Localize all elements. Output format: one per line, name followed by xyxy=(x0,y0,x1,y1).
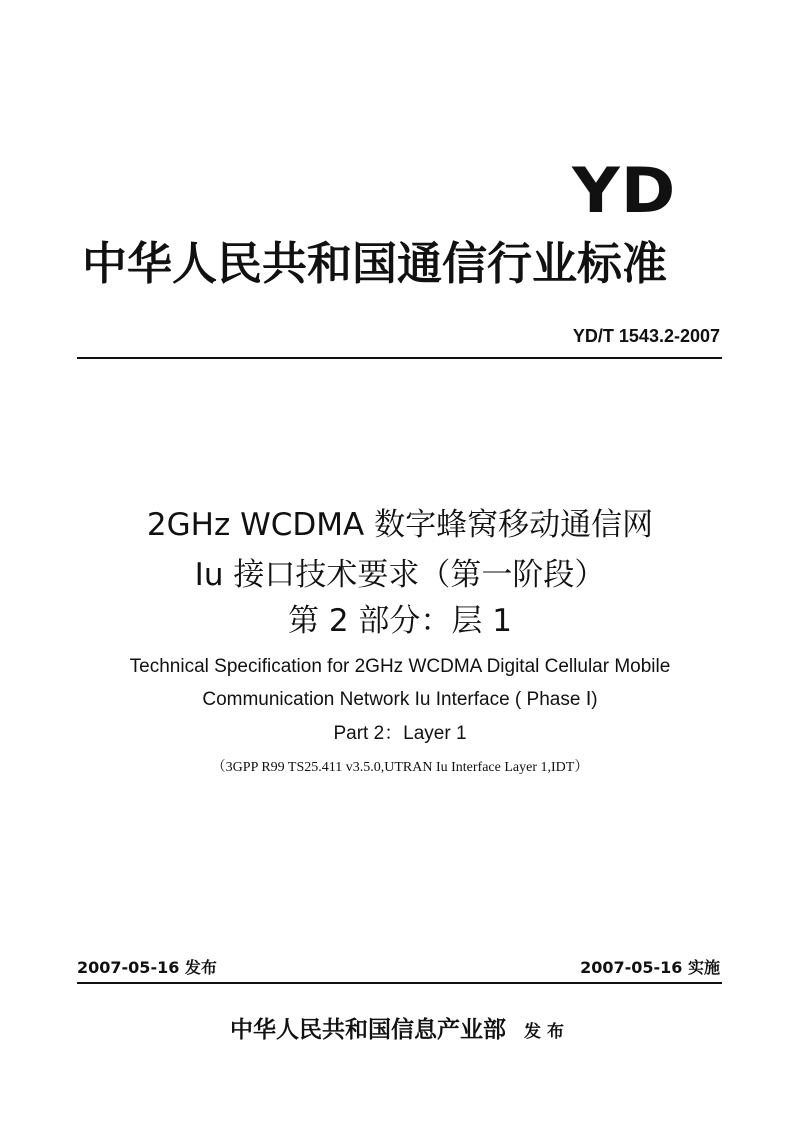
issuer-line xyxy=(0,1015,800,1047)
bottom-divider xyxy=(77,982,722,984)
top-divider xyxy=(77,357,722,359)
cn-title-line-1: 2GHz WCDMA 数字蜂窝移动通信网 xyxy=(146,507,654,543)
standard-number: YD/T 1543.2-2007 xyxy=(572,326,720,346)
yd-logo: YD xyxy=(571,154,676,227)
en-title-line-1: Technical Specification for 2GHz WCDMA Digital Cellular Mobile xyxy=(129,656,671,677)
en-title-line-3: Part 2：Layer 1 xyxy=(333,723,467,744)
cn-title-line-2: Iu 接口技术要求（第一阶段） xyxy=(194,557,606,593)
standard-name: 中华人民共和国通信行业标准 xyxy=(82,237,668,290)
en-title-line-2: Communication Network Iu Interface ( Phase Ⅰ) xyxy=(202,689,598,710)
publish-label: 发布 xyxy=(524,1022,570,1042)
issuer-name: 中华人民共和国信息产业部 xyxy=(230,1016,506,1043)
cn-title-line-3: 第 2 部分：层 1 xyxy=(287,603,512,639)
issue-date: 2007-05-16 发布 xyxy=(77,958,217,977)
implement-date: 2007-05-16 实施 xyxy=(580,958,720,977)
en-subtitle: （3GPP R99 TS25.411 v3.5.0,UTRAN Iu Interface Layer 1,IDT） xyxy=(211,760,589,775)
